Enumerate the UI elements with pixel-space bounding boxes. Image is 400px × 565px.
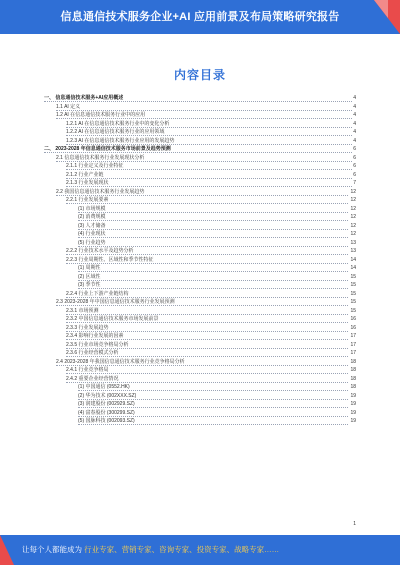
report-header bbox=[0, 0, 400, 34]
toc-entry[interactable] bbox=[44, 324, 356, 333]
toc-entry[interactable] bbox=[44, 145, 356, 154]
toc-entry[interactable] bbox=[44, 256, 356, 265]
toc-entry-label: 2.1.2 行业产业链 bbox=[66, 171, 104, 178]
toc-entry[interactable] bbox=[44, 205, 356, 214]
toc-entry[interactable] bbox=[44, 383, 356, 392]
toc-entry-page: 4 bbox=[353, 120, 356, 127]
toc-entry-label: 2.1.3 行业发展现状 bbox=[66, 180, 109, 186]
toc-entry[interactable] bbox=[44, 154, 356, 163]
toc-entry[interactable] bbox=[44, 137, 356, 146]
toc-entry[interactable] bbox=[44, 179, 356, 188]
toc-entry-page: 12 bbox=[350, 188, 356, 195]
toc-heading: 内容目录 bbox=[173, 68, 226, 82]
toc-entry-page: 4 bbox=[353, 95, 356, 101]
toc-entry-label: (2) 华为技术 (002XXX.SZ) bbox=[78, 392, 137, 399]
toc-entry[interactable] bbox=[44, 409, 356, 418]
toc-entry-label: 1.1 AI 定义 bbox=[56, 103, 81, 110]
toc-entry-page: 18 bbox=[350, 367, 356, 373]
toc-entry-label: 2.3.1 市场预测 bbox=[66, 307, 99, 314]
header-corner-decoration-light bbox=[374, 0, 388, 18]
toc-entry-label: 二、 2023-2028 年信息通信技术服务市场前景及趋势预测 bbox=[44, 146, 171, 152]
footer-corner-decoration bbox=[0, 535, 14, 565]
toc-entry[interactable] bbox=[44, 111, 356, 120]
toc-entry-page: 6 bbox=[353, 171, 356, 178]
toc-entry[interactable] bbox=[44, 103, 356, 112]
toc-entry[interactable] bbox=[44, 417, 356, 426]
toc-entry-page: 15 bbox=[350, 307, 356, 314]
toc-entry-page: 4 bbox=[353, 103, 356, 110]
toc-entry-label: (1) 市场规模 bbox=[78, 205, 106, 212]
toc-entry-label: 2.2.3 行业周期性、区域性和季节性特征 bbox=[66, 256, 154, 263]
toc-entry-label: (3) 润建股份 (002929.SZ) bbox=[78, 401, 135, 407]
toc-entry-label: (1) 中国通信 (0552.HK) bbox=[78, 384, 130, 390]
toc-entry-label: 2.3.2 中国信息通信技术服务市场发展前景 bbox=[66, 316, 159, 322]
toc-entry-page: 4 bbox=[353, 137, 356, 144]
toc-entry-label: 1.2.2 AI 在信息通信技术服务行业的应用领域 bbox=[66, 129, 165, 135]
toc-entry[interactable] bbox=[44, 128, 356, 137]
toc-entry-label: 2.3.6 行业经营模式分析 bbox=[66, 350, 119, 356]
toc-entry-page: 18 bbox=[350, 384, 356, 390]
footer-slogan-sub: 行业专家、营销专家、咨询专家、投资专家、战略专家…… bbox=[84, 545, 280, 554]
toc-entry-page: 12 bbox=[350, 214, 356, 220]
toc-entry-page: 6 bbox=[353, 154, 356, 161]
toc-entry[interactable] bbox=[44, 290, 356, 299]
toc-entry-page: 4 bbox=[353, 129, 356, 135]
toc-entry-label: 2.2.4 行业上下游产业链结构 bbox=[66, 290, 129, 297]
toc-entry-label: 2.2 我国信息通信技术服务行业发展趋势 bbox=[56, 188, 145, 195]
toc-entry-page: 14 bbox=[350, 265, 356, 271]
toc-entry[interactable] bbox=[44, 120, 356, 129]
toc-entry[interactable] bbox=[44, 375, 356, 384]
toc-entry-label: 2.4.1 行业竞争格局 bbox=[66, 367, 109, 373]
toc-entry-page: 13 bbox=[350, 239, 356, 246]
toc-entry-page: 4 bbox=[353, 112, 356, 118]
toc-entry-label: 2.1.1 行业定义及行业特征 bbox=[66, 163, 124, 169]
toc-entry-label: 1.2.1 AI 在信息通信技术服务行业中的变化分析 bbox=[66, 120, 170, 127]
toc-entry-page: 17 bbox=[350, 341, 356, 348]
toc-entry-label: 2.3.4 影响行业发展的因素 bbox=[66, 333, 124, 339]
toc-entry-page: 15 bbox=[350, 273, 356, 280]
toc-entry[interactable] bbox=[44, 349, 356, 358]
toc-entry-page: 6 bbox=[353, 146, 356, 152]
toc-entry-label: (2) 消费规模 bbox=[78, 214, 106, 220]
toc-entry[interactable] bbox=[44, 247, 356, 256]
toc-entry-page: 19 bbox=[350, 418, 356, 424]
toc-entry-label: (5) 国脉科技 (002093.SZ) bbox=[78, 418, 135, 424]
toc-entry-page: 18 bbox=[350, 358, 356, 365]
page-number: 1 bbox=[353, 521, 356, 527]
toc-entry-label: 2.2.2 行业技术水平及趋势分析 bbox=[66, 248, 134, 254]
toc-entry[interactable] bbox=[44, 307, 356, 316]
toc-entry-label: 1.2 AI 在信息通信技术服务行业中的应用 bbox=[56, 112, 146, 118]
toc-entry-label: 2.3.5 行业市场竞争格局分析 bbox=[66, 341, 129, 348]
toc-entry[interactable] bbox=[44, 264, 356, 273]
table-of-contents bbox=[44, 94, 356, 426]
toc-entry[interactable] bbox=[44, 171, 356, 180]
report-footer bbox=[0, 535, 400, 565]
toc-entry-page: 18 bbox=[350, 375, 356, 382]
toc-entry-page: 12 bbox=[350, 222, 356, 229]
toc-entry-label: 2.4.2 重要企业经营情况 bbox=[66, 375, 119, 382]
toc-entry[interactable] bbox=[44, 196, 356, 205]
toc-entry-page: 16 bbox=[350, 324, 356, 331]
toc-entry-label: 2.3.3 行业发展趋势 bbox=[66, 324, 109, 331]
footer-slogan bbox=[22, 544, 279, 555]
toc-entry-page: 19 bbox=[350, 392, 356, 399]
toc-entry[interactable] bbox=[44, 230, 356, 239]
toc-entry-label: (3) 人才储备 bbox=[78, 222, 106, 229]
toc-entry[interactable] bbox=[44, 281, 356, 290]
footer-slogan-main: 让每个人都能成为 bbox=[22, 545, 82, 554]
toc-entry-page: 7 bbox=[353, 180, 356, 186]
toc-entry-page: 15 bbox=[350, 282, 356, 288]
toc-entry[interactable] bbox=[44, 222, 356, 231]
toc-entry-page: 19 bbox=[350, 409, 356, 416]
toc-entry[interactable] bbox=[44, 332, 356, 341]
toc-entry[interactable] bbox=[44, 366, 356, 375]
toc-entry-label: (1) 周期性 bbox=[78, 265, 101, 271]
toc-entry[interactable] bbox=[44, 298, 356, 307]
toc-entry-page: 14 bbox=[350, 256, 356, 263]
toc-entry[interactable] bbox=[44, 273, 356, 282]
toc-entry-label: 2.3 2023-2028 年中国信息通信技术服务行业发展预测 bbox=[56, 299, 175, 305]
toc-entry-page: 15 bbox=[350, 299, 356, 305]
toc-entry[interactable] bbox=[44, 341, 356, 350]
report-title: 信息通信技术服务企业+AI 应用前景及布局策略研究报告 bbox=[60, 11, 340, 23]
toc-entry-page: 13 bbox=[350, 248, 356, 254]
toc-entry[interactable] bbox=[44, 188, 356, 197]
toc-entry-label: (5) 行业趋势 bbox=[78, 239, 106, 246]
toc-entry[interactable] bbox=[44, 213, 356, 222]
toc-entry-label: 1.2.3 AI 在信息通信技术服务行业应用的发展趋势 bbox=[66, 137, 175, 144]
toc-entry[interactable] bbox=[44, 94, 356, 103]
toc-entry[interactable] bbox=[44, 392, 356, 401]
toc-entry-page: 16 bbox=[350, 316, 356, 322]
toc-entry-page: 12 bbox=[350, 231, 356, 237]
toc-entry-page: 12 bbox=[350, 197, 356, 203]
toc-entry[interactable] bbox=[44, 400, 356, 409]
toc-entry[interactable] bbox=[44, 358, 356, 367]
toc-entry-label: 2.4 2023-2028 年我国信息通信技术服务行业竞争格局分析 bbox=[56, 358, 185, 365]
toc-entry-label: (2) 区域性 bbox=[78, 273, 101, 280]
toc-entry-label: 2.2.1 行业发展要素 bbox=[66, 197, 109, 203]
toc-entry-label: 一、 信息通信技术服务+AI应用概述 bbox=[44, 95, 124, 101]
toc-entry-page: 12 bbox=[350, 205, 356, 212]
toc-entry-page: 6 bbox=[353, 163, 356, 169]
toc-entry[interactable] bbox=[44, 239, 356, 248]
toc-entry-page: 15 bbox=[350, 290, 356, 297]
toc-entry-page: 17 bbox=[350, 333, 356, 339]
toc-entry-label: (4) 富春股份 (300299.SZ) bbox=[78, 409, 135, 416]
toc-entry-label: (3) 季节性 bbox=[78, 282, 101, 288]
toc-entry-label: (4) 行业现状 bbox=[78, 231, 106, 237]
toc-entry-page: 17 bbox=[350, 350, 356, 356]
toc-entry-label: 2.1 信息通信技术服务行业发展现状分析 bbox=[56, 154, 145, 161]
toc-entry[interactable] bbox=[44, 315, 356, 324]
toc-entry-page: 19 bbox=[350, 401, 356, 407]
toc-entry[interactable] bbox=[44, 162, 356, 171]
